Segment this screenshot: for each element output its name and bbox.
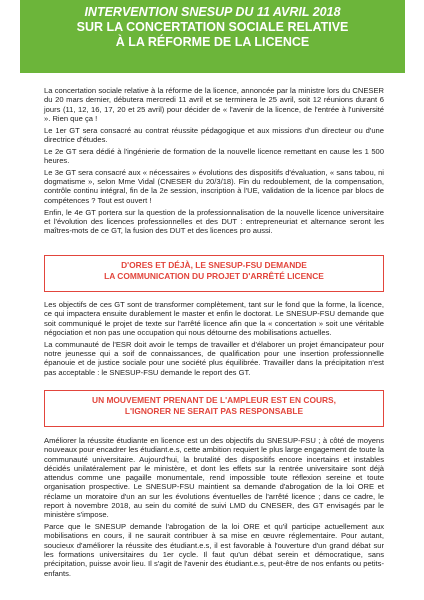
paragraph: Enfin, le 4e GT portera sur la question de la professionnalisation de la nouvelle licence universitaire et l'évolution des licences professionnelles et des DUT : entrepreneuriat et alternance seront les maîtres-mots de ce GT, la fusion des DUT et des licences pro aussi. xyxy=(44,207,384,236)
callout-box xyxy=(44,390,384,427)
section-movement xyxy=(44,436,384,580)
header-banner xyxy=(20,0,405,73)
banner-subtitle-line1: SUR LA CONCERTATION SOCIALE RELATIVE xyxy=(76,20,349,34)
callout-line: L'IGNORER NE SERAIT PAS RESPONSABLE xyxy=(124,406,304,416)
callout-box xyxy=(44,255,384,292)
paragraph: La concertation sociale relative à la réforme de la licence, annoncée par la ministre lors du CNESER du 20 mars dernier, débutera mercredi 11 avril et se terminera le 25 avril, soit 12 réunions durant 6 jours (11, 12, 16, 17, 20 et 25 avril) pour décider de « l'avenir de la licence, de l'entrée à l'université ». Rien que ça ! xyxy=(44,86,384,123)
section-intro xyxy=(44,86,384,238)
callout-line: UN MOUVEMENT PRENANT DE L'AMPLEUR EST EN COURS, xyxy=(92,395,336,405)
paragraph: Le 1er GT sera consacré au contrat réussite pédagogique et aux missions d'un directeur ou d'une directrice d'études. xyxy=(44,125,384,144)
section-objectives xyxy=(44,300,384,379)
paragraph: Le 2e GT sera dédié à l'ingénierie de formation de la nouvelle licence remettant en cause les 1 500 heures. xyxy=(44,146,384,166)
paragraph: Le 3e GT sera consacré aux « nécessaires » évolutions des dispositifs d'évaluation, « sans tabou, ni dogmatisme », selon Mme Vidal (CNESER du 20/3/18). Fin du redoublement, de la compensation, contrôle continu intégral, fin de la 2e session, inscription à l'UE, validation de la licence par blocs de compétences ? Tout est ouvert ! xyxy=(44,167,384,205)
paragraph: Améliorer la réussite étudiante en licence est un des objectifs du SNESUP-FSU ; à côté de moyens nouveaux pour encadrer les étudiant.e.s, cette ambition requiert le plus large engagement de toute la communauté universitaire. Aujourd'hui, la brutalité des dispositifs encore incertains et instables décidés unilatéralement par le ministère, et dont les effets sur la rentrée universitaire sont déjà attendus comme une pagaille monumentale, rend impossible toute réflexion sereine et toute organisation prospective. Le SNESUP-FSU maintient sa demande d'abrogation de la loi ORE et réclame un moratoire d'un an sur les évolutions éventuelles de l'arrêté licence ; dans ce cadre, le report à novembre 2018, au sein du comité de suivi LMD du CNESER, des GT envisagés par le ministère s'impose. xyxy=(44,436,384,520)
banner-subtitle-line2: À LA RÉFORME DE LA LICENCE xyxy=(115,35,310,49)
paragraph: Les objectifs de ces GT sont de transformer complètement, tant sur le fond que la forme, la licence, ce qui impactera ensuite durablement le master et enfin le doctorat. Le SNESUP-FSU demande que soit communiqué le projet de texte sur l'arrêté licence afin que la « concertation » soit une véritable négociation et non pas une occupation qui nous détourne des mobilisations actuelles. xyxy=(44,300,384,337)
banner-title: INTERVENTION SNESUP DU 11 AVRIL 2018 xyxy=(84,5,341,19)
callout-line: D'ORES ET DÉJÀ, LE SNESUP-FSU DEMANDE xyxy=(121,260,307,270)
callout-line: LA COMMUNICATION DU PROJET D'ARRÊTÉ LICENCE xyxy=(104,271,324,281)
paragraph: Parce que le SNESUP demande l'abrogation de la loi ORE et qu'il participe actuellement aux mobilisations en cours, il ne saurait contribuer à sa mise en œuvre réglementaire. Pour autant, soucieux d'améliorer la réussite des étudiant.e.s, il est favorable à l'ouverture d'un grand débat sur les formations universitaires du 1er cycle. Il faut qu'un débat serein et démocratique, sans précipitation, puisse avoir lieu. Il s'agit de l'avenir des étudiant.e.s, peut-être de nos enfants ou petits-enfants. xyxy=(44,522,384,578)
paragraph: La communauté de l'ESR doit avoir le temps de travailler et d'élaborer un projet émancipateur pour notre jeunesse qui a soif de connaissances, de qualification pour une insertion professionnelle épanouie et de justice sociale pour une société plus équilibrée. Travailler dans la précipitation n'est pas acceptable : le SNESUP-FSU demande le report des GT. xyxy=(44,339,384,377)
